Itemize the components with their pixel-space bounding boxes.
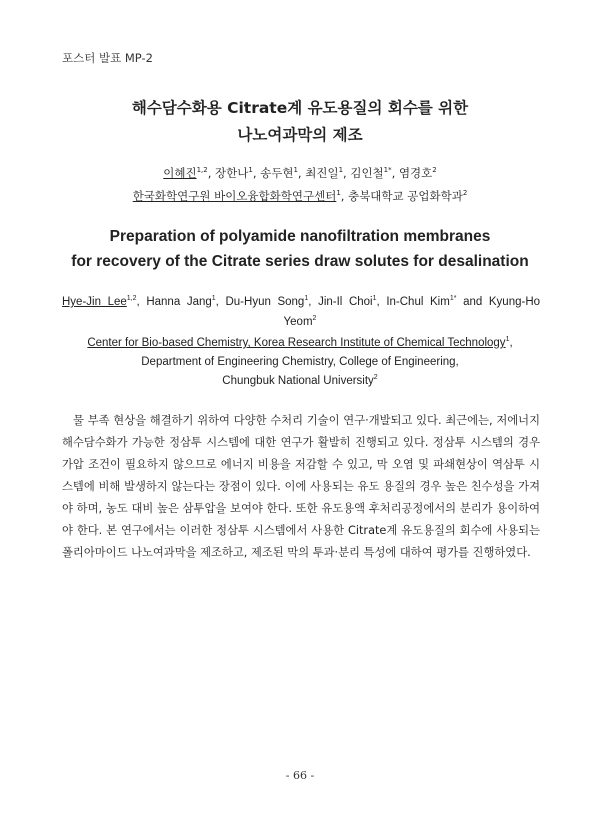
author-en-5-sup: 1* — [449, 295, 457, 303]
author-en-3-sup: 1 — [304, 295, 309, 303]
author-ko-3: 송두현 — [260, 166, 294, 180]
affil-ko-2: 충북대학교 공업화학과 — [348, 189, 463, 203]
korean-title-line-2: 나노여과막의 제조 — [237, 126, 363, 144]
english-affiliation-3 — [0, 375, 600, 387]
abstract-body: 물 부족 현상을 해결하기 위하여 다양한 수처리 기술이 연구·개발되고 있다. 최근에는, 저에너지 해수담수화가 가능한 정삼투 시스템에 대한 연구가 활발히 진행되고 있다. 정삼투 시스템의 경우 가압 조건이 필요하지 않으므로 에너지 비용을 저감할 수 있고, 막 오염 및 파쇄현상이 역삼투 시스템에 비해 발생하지 않는다는 장점이 있다. 이에 사용되는 유도 용질의 경우 높은 친수성을 가져야 하며, 농도 대비 높은 삼투압을 보여야 한다. 또한 유도용액 후처리공정에서의 분리가 용이하여야 한다. 본 연구에서는 이러한 정삼투 시스템에서 사용한 Citrate계 유도용질의 회수에 사용되는 폴리아마이드 나노여과막을 제조하고, 제조된 막의 투과·분리 특성에 대하여 평가를 진행하였다. — [62, 414, 540, 559]
english-affiliation-2: Department of Engineering Chemistry, College of Engineering, — [141, 356, 459, 368]
author-en-5: In-Chul Kim — [386, 296, 450, 308]
author-en-2: Hanna Jang — [146, 296, 212, 308]
author-en-2-sup: 1 — [211, 295, 216, 303]
sep: , — [252, 166, 261, 180]
author-ko-5-sup: 1* — [383, 166, 392, 175]
english-authors — [62, 296, 540, 308]
english-title-line-1: Preparation of polyamide nanofiltration membranes — [109, 228, 491, 245]
sep: , — [308, 296, 319, 308]
author-ko-4-sup: 1 — [338, 166, 344, 175]
session-tag: 포스터 발표 MP-2 — [62, 51, 153, 65]
author-en-6-sup: 2 — [312, 315, 317, 323]
affil-ko-1: 한국화학연구원 바이오융합화학연구센터 — [132, 189, 337, 203]
author-en-1-sup: 1,2 — [126, 295, 137, 303]
author-ko-2: 장한나 — [215, 166, 249, 180]
english-title-line-2: for recovery of the Citrate series draw solutes for desalination — [71, 253, 529, 270]
author-en-6-last: Yeom — [283, 316, 313, 328]
sep: , — [215, 296, 226, 308]
english-authors-line-2 — [0, 316, 600, 328]
affil-en-1-sup: 1 — [505, 336, 510, 344]
affil-en-3-sup: 2 — [373, 374, 378, 382]
sep: , — [207, 166, 216, 180]
sep: , — [340, 189, 349, 203]
sep: , — [343, 166, 351, 180]
author-ko-2-sup: 1 — [248, 166, 253, 175]
korean-affiliations — [0, 188, 600, 204]
author-en-6-first: and Kyung-Ho — [463, 296, 541, 308]
author-ko-3-sup: 1 — [293, 166, 298, 175]
author-ko-4: 최진일 — [305, 166, 339, 180]
author-en-4-sup: 1 — [372, 295, 377, 303]
affil-en-3: Chungbuk National University — [222, 375, 374, 387]
affil-en-1-comma: , — [509, 337, 513, 349]
sep: , — [136, 296, 147, 308]
author-ko-1: 이혜진 — [163, 166, 197, 180]
author-ko-6-sup: 2 — [432, 166, 437, 175]
korean-title-line-1: 해수담수화용 Citrate계 유도용질의 회수를 위한 — [131, 99, 469, 117]
page-number: - 66 - — [285, 769, 315, 782]
author-en-1: Hye-Jin Lee — [62, 296, 127, 308]
author-ko-6: 염경호 — [398, 166, 433, 180]
korean-authors — [0, 165, 600, 181]
author-en-3: Du-Hyun Song — [225, 296, 305, 308]
sep: , — [297, 166, 306, 180]
author-ko-1-sup: 1,2 — [196, 166, 208, 175]
english-affiliation-1 — [0, 337, 600, 349]
sep: , — [376, 296, 387, 308]
affil-ko-1-sup: 1 — [336, 189, 341, 198]
sep: , — [391, 166, 399, 180]
affil-ko-2-sup: 2 — [462, 189, 468, 198]
affil-en-1: Center for Bio-based Chemistry, Korea Research Institute of Chemical Technology — [87, 337, 506, 349]
author-ko-5: 김인철 — [350, 166, 384, 180]
author-en-4: Jin-Il Choi — [318, 296, 373, 308]
